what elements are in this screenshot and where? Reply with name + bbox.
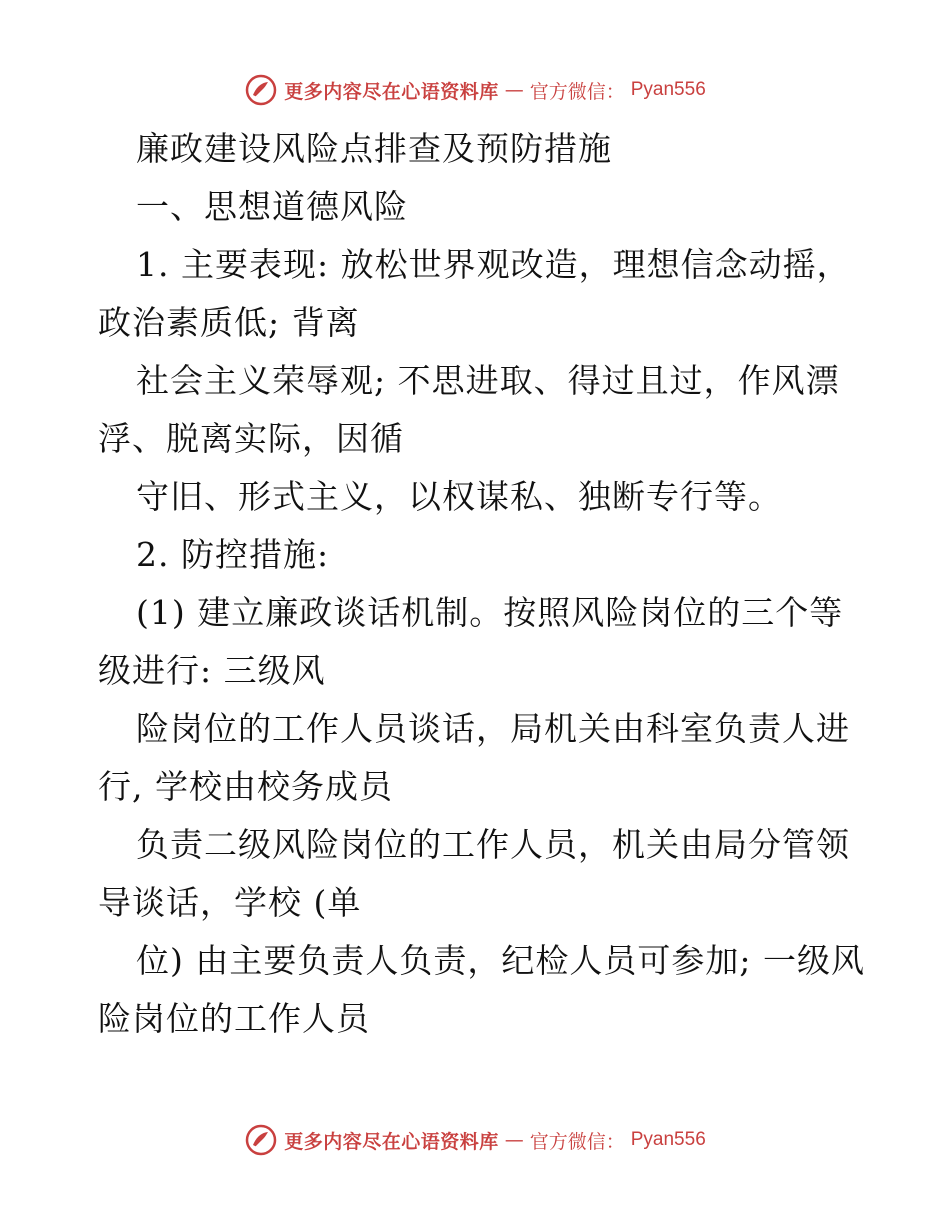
banner-wechat-id: Pyan556 xyxy=(630,1129,706,1150)
banner-dash: — xyxy=(504,1129,524,1151)
banner-inner xyxy=(244,73,706,107)
doc-line: 1. 主要表现: 放松世界观改造，理想信念动摇， xyxy=(136,245,851,284)
footer-banner xyxy=(0,1120,950,1160)
banner-site-text: 更多内容尽在心语资料库 xyxy=(284,80,499,103)
section-heading: 一、思想道德风险 xyxy=(136,187,408,226)
logo-icon xyxy=(244,1123,278,1157)
banner-wechat-label: 官方微信： xyxy=(529,80,625,103)
doc-line: 行, 学校由校务成员 xyxy=(98,767,393,806)
logo-icon xyxy=(244,73,278,107)
banner-site-text: 更多内容尽在心语资料库 xyxy=(284,1130,499,1153)
document-body xyxy=(98,120,868,1048)
banner-wechat-label: 官方微信： xyxy=(529,1130,625,1153)
doc-line: 政治素质低; 背离 xyxy=(98,303,360,342)
banner-inner xyxy=(244,1123,706,1157)
header-banner xyxy=(0,70,950,110)
doc-line: 险岗位的工作人员谈话，局机关由科室负责人进 xyxy=(136,709,850,748)
banner-wechat-id: Pyan556 xyxy=(630,79,706,100)
doc-line: 守旧、形式主义，以权谋私、独断专行等。 xyxy=(136,477,782,516)
banner-dash: — xyxy=(504,79,524,101)
doc-line: 2. 防控措施: xyxy=(136,535,330,574)
doc-line: 位) 由主要负责人负责，纪检人员可参加; 一级风 xyxy=(136,941,865,980)
doc-line: 负责二级风险岗位的工作人员，机关由局分管领 xyxy=(136,825,850,864)
doc-line: 导谈话，学校 (单 xyxy=(98,883,362,922)
doc-line: (1) 建立廉政谈话机制。按照风险岗位的三个等 xyxy=(136,593,844,632)
doc-title: 廉政建设风险点排查及预防措施 xyxy=(136,129,612,168)
doc-line: 级进行: 三级风 xyxy=(98,651,326,690)
doc-line: 社会主义荣辱观; 不思进取、得过且过，作风漂 xyxy=(136,361,840,400)
doc-line: 险岗位的工作人员 xyxy=(98,999,370,1038)
doc-line: 浮、脱离实际，因循 xyxy=(98,419,404,458)
